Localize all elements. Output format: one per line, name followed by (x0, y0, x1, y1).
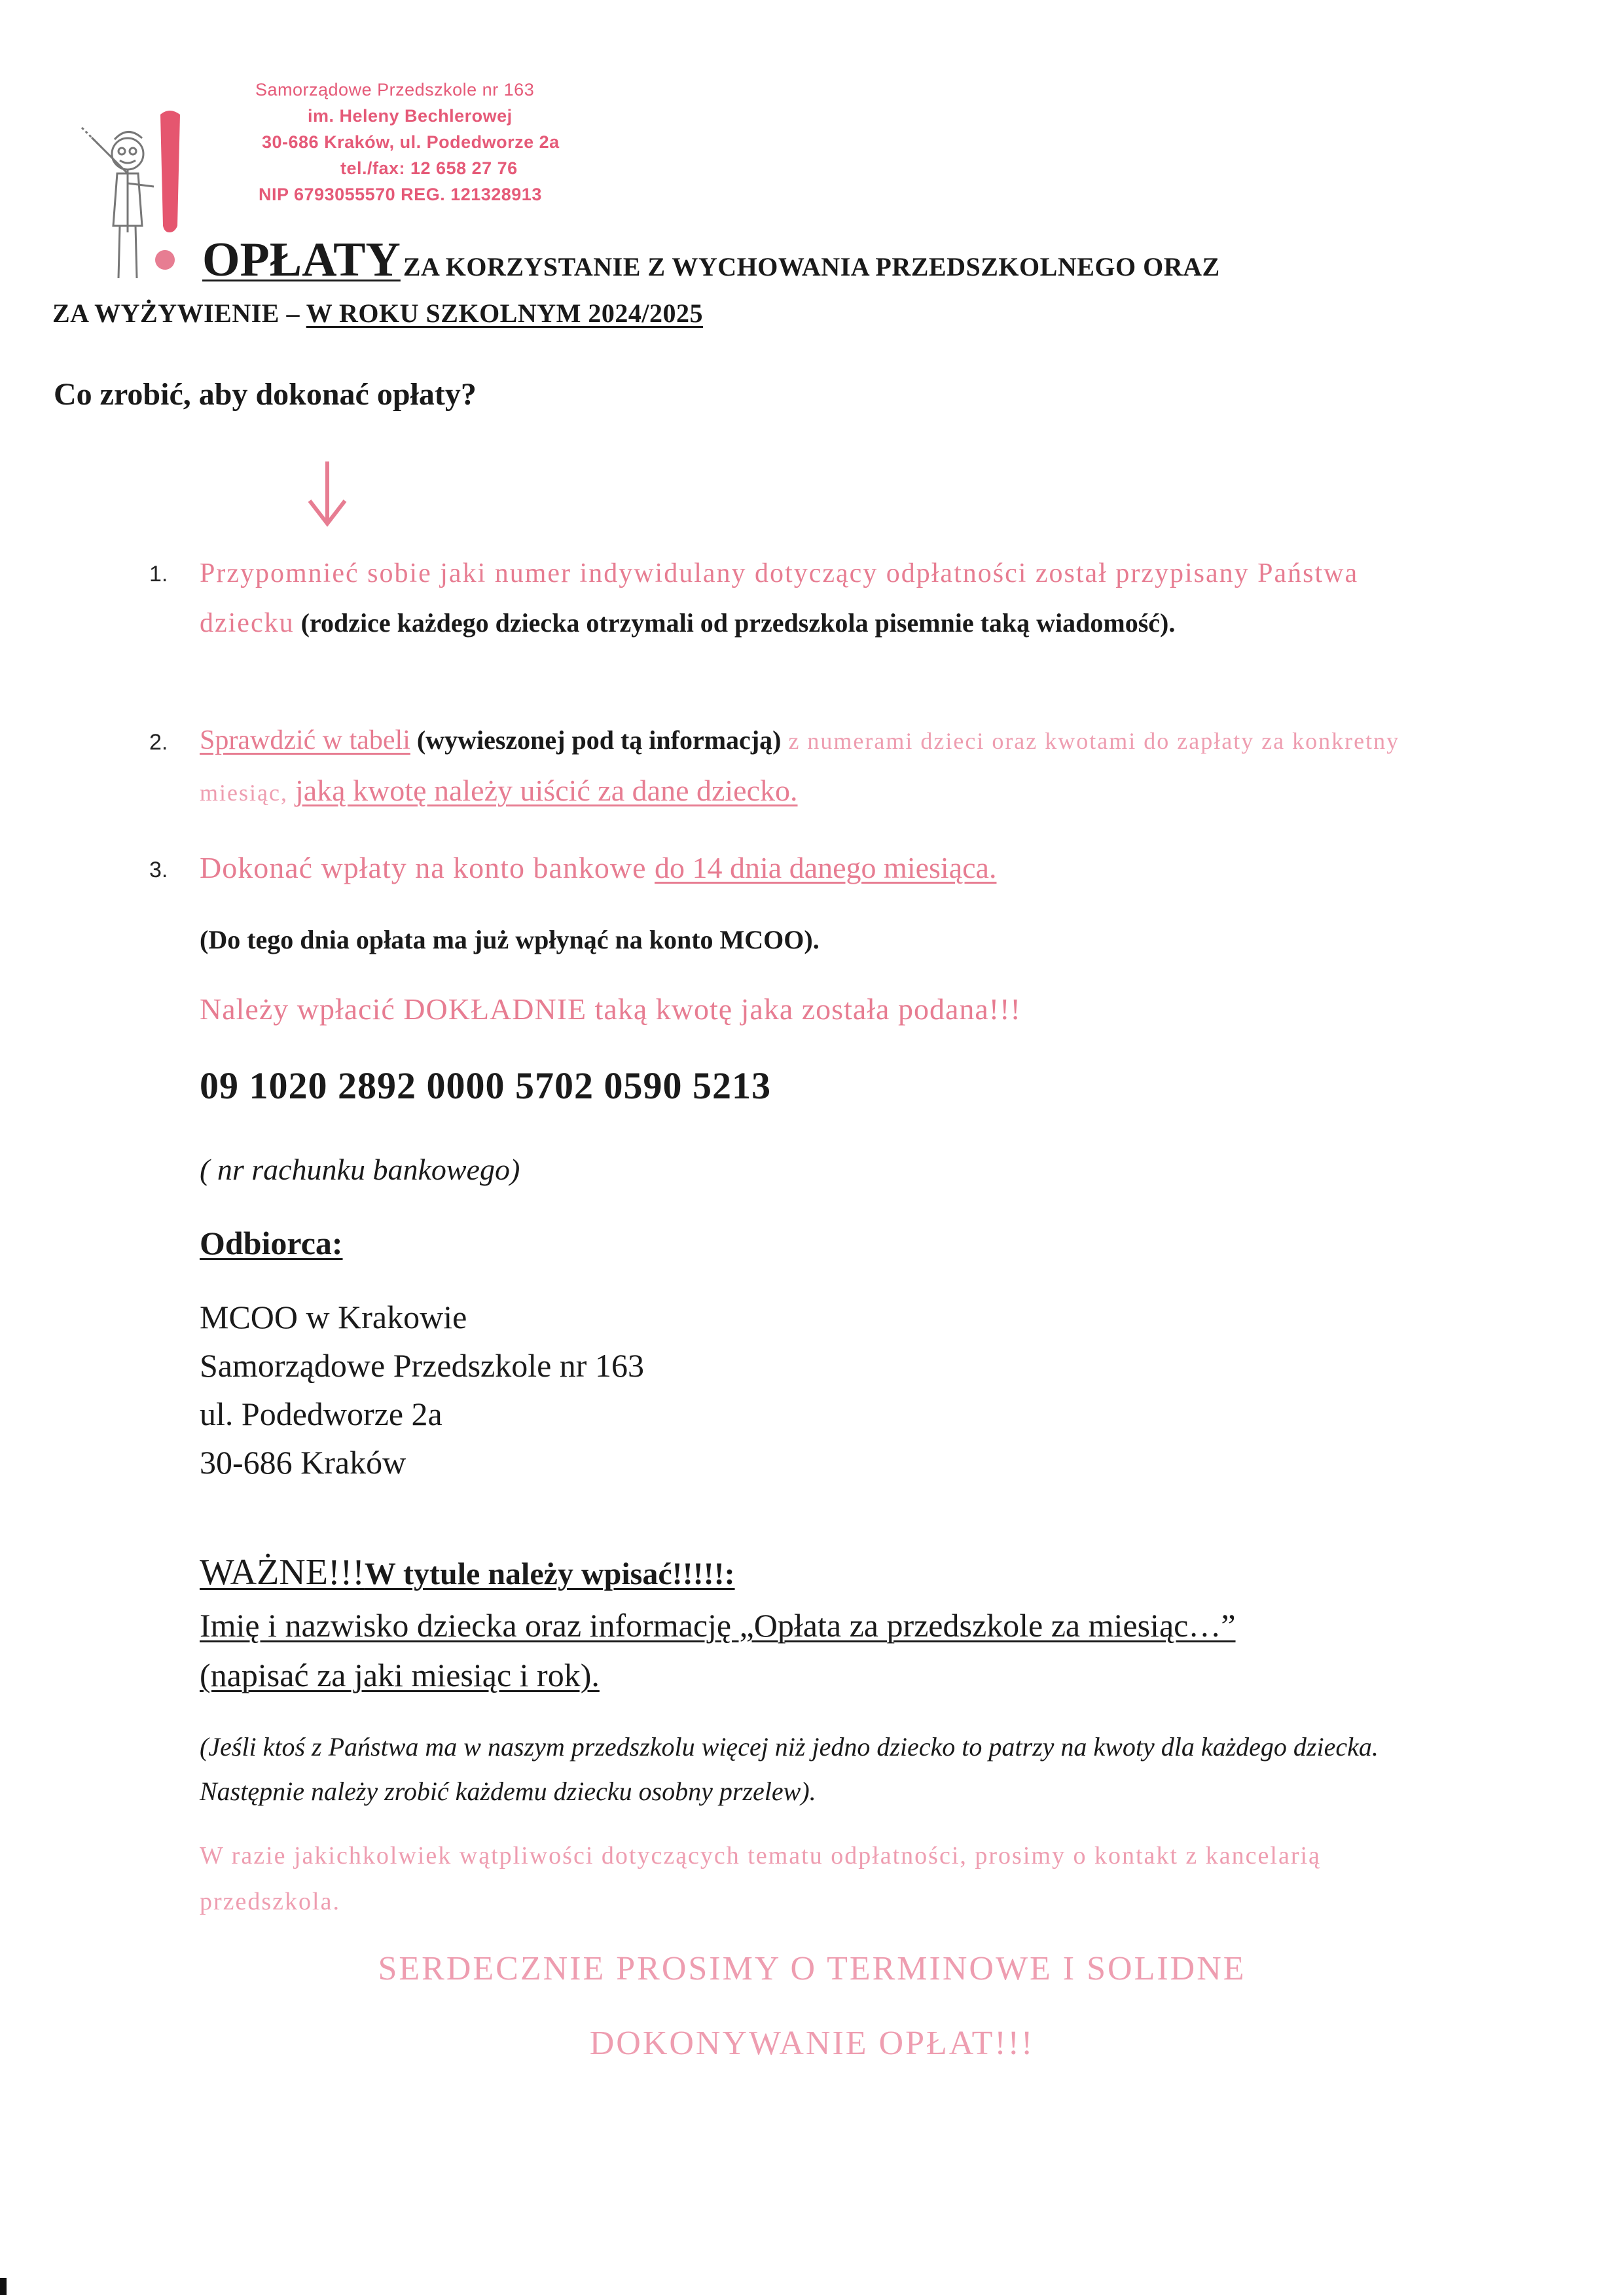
step-3: Dokonać wpłaty na konto bankowe do 14 dnia danego miesiąca. (200, 851, 997, 884)
recipient-label: Odbiorca: (200, 1225, 343, 1261)
step-number-1: 1. (149, 562, 168, 587)
school-year: W ROKU SZKOLNYM 2024/2025 (306, 298, 703, 328)
stamp-line-nip: NIP 6793055570 REG. 121328913 (259, 185, 542, 204)
closing-line-1: SERDECZNIE PROSIMY O TERMINOWE I SOLIDNE (378, 1950, 1246, 1987)
exact-amount-warning: Należy wpłacić DOKŁADNIE taką kwotę jaka została podana!!! (200, 992, 1021, 1026)
stamp-line-patron: im. Heleny Bechlerowej (308, 106, 513, 126)
recipient-line-3: ul. Podedworze 2a (200, 1396, 442, 1432)
bank-account-caption: ( nr rachunku bankowego) (200, 1153, 520, 1186)
multiple-children-note: (Jeśli ktoś z Państwa ma w naszym przedszkolu więcej niż jedno dziecko to patrzy na kwoty dla każdego dziecka. Następnie należy zrobić każdemu dziecku osobny przelew). (200, 1732, 1379, 1806)
title-instruction-line-1: Imię i nazwisko dziecka oraz informację „Opłata za przedszkole za miesiąc…” (200, 1607, 1236, 1644)
down-arrow-icon (304, 458, 350, 530)
page-title-line2: ZA WYŻYWIENIE – W ROKU SZKOLNYM 2024/2025 (52, 298, 703, 328)
recipient-line-4: 30-686 Kraków (200, 1444, 406, 1481)
step-1: Przypomnieć sobie jaki numer indywidulany dotyczący odpłatności został przypisany Państwa dziecku (rodzice każdego dziecka otrzymali od przedszkola pisemnie taką wiadomość). (200, 558, 1359, 638)
question-heading: Co zrobić, aby dokonać opłaty? (54, 377, 477, 412)
stamp-line-address: 30-686 Kraków, ul. Podedworze 2a (262, 132, 560, 152)
scan-mark (0, 2278, 7, 2295)
bank-account-number: 09 1020 2892 0000 5702 0590 5213 (200, 1064, 771, 1107)
page-title (131, 232, 1220, 288)
title-instruction-line-2: (napisać za jaki miesiąc i rok). (200, 1657, 600, 1693)
closing-line-2: DOKONYWANIE OPŁAT!!! (589, 2025, 1035, 2062)
step-number-3: 3. (149, 858, 168, 882)
contact-note: W razie jakichkolwiek wątpliwości dotyczących tematu odpłatności, prosimy o kontakt z kancelarią przedszkola. (200, 1842, 1321, 1915)
stamp-line-name: Samorządowe Przedszkole nr 163 (255, 80, 535, 99)
step-number-2: 2. (149, 730, 168, 755)
recipient-line-1: MCOO w Krakowie (200, 1299, 467, 1335)
stamp-line-phone: tel./fax: 12 658 27 76 (340, 158, 518, 178)
important-heading: WAŻNE!!!W tytule należy wpisać!!!!!: (200, 1552, 735, 1593)
step-2: Sprawdzić w tabeli (wywieszonej pod tą informacją) z numerami dzieci oraz kwotami do zapłaty za konkretny miesiąc, jaką kwotę należy uiścić za dane dziecko. (200, 725, 1400, 807)
title-rest: ZA KORZYSTANIE Z WYCHOWANIA PRZEDSZKOLNEGO ORAZ (403, 252, 1220, 281)
title-oplaty: OPŁATY (202, 233, 401, 287)
recipient-line-2: Samorządowe Przedszkole nr 163 (200, 1347, 644, 1384)
deadline-note: (Do tego dnia opłata ma już wpłynąć na konto MCOO). (200, 925, 820, 954)
